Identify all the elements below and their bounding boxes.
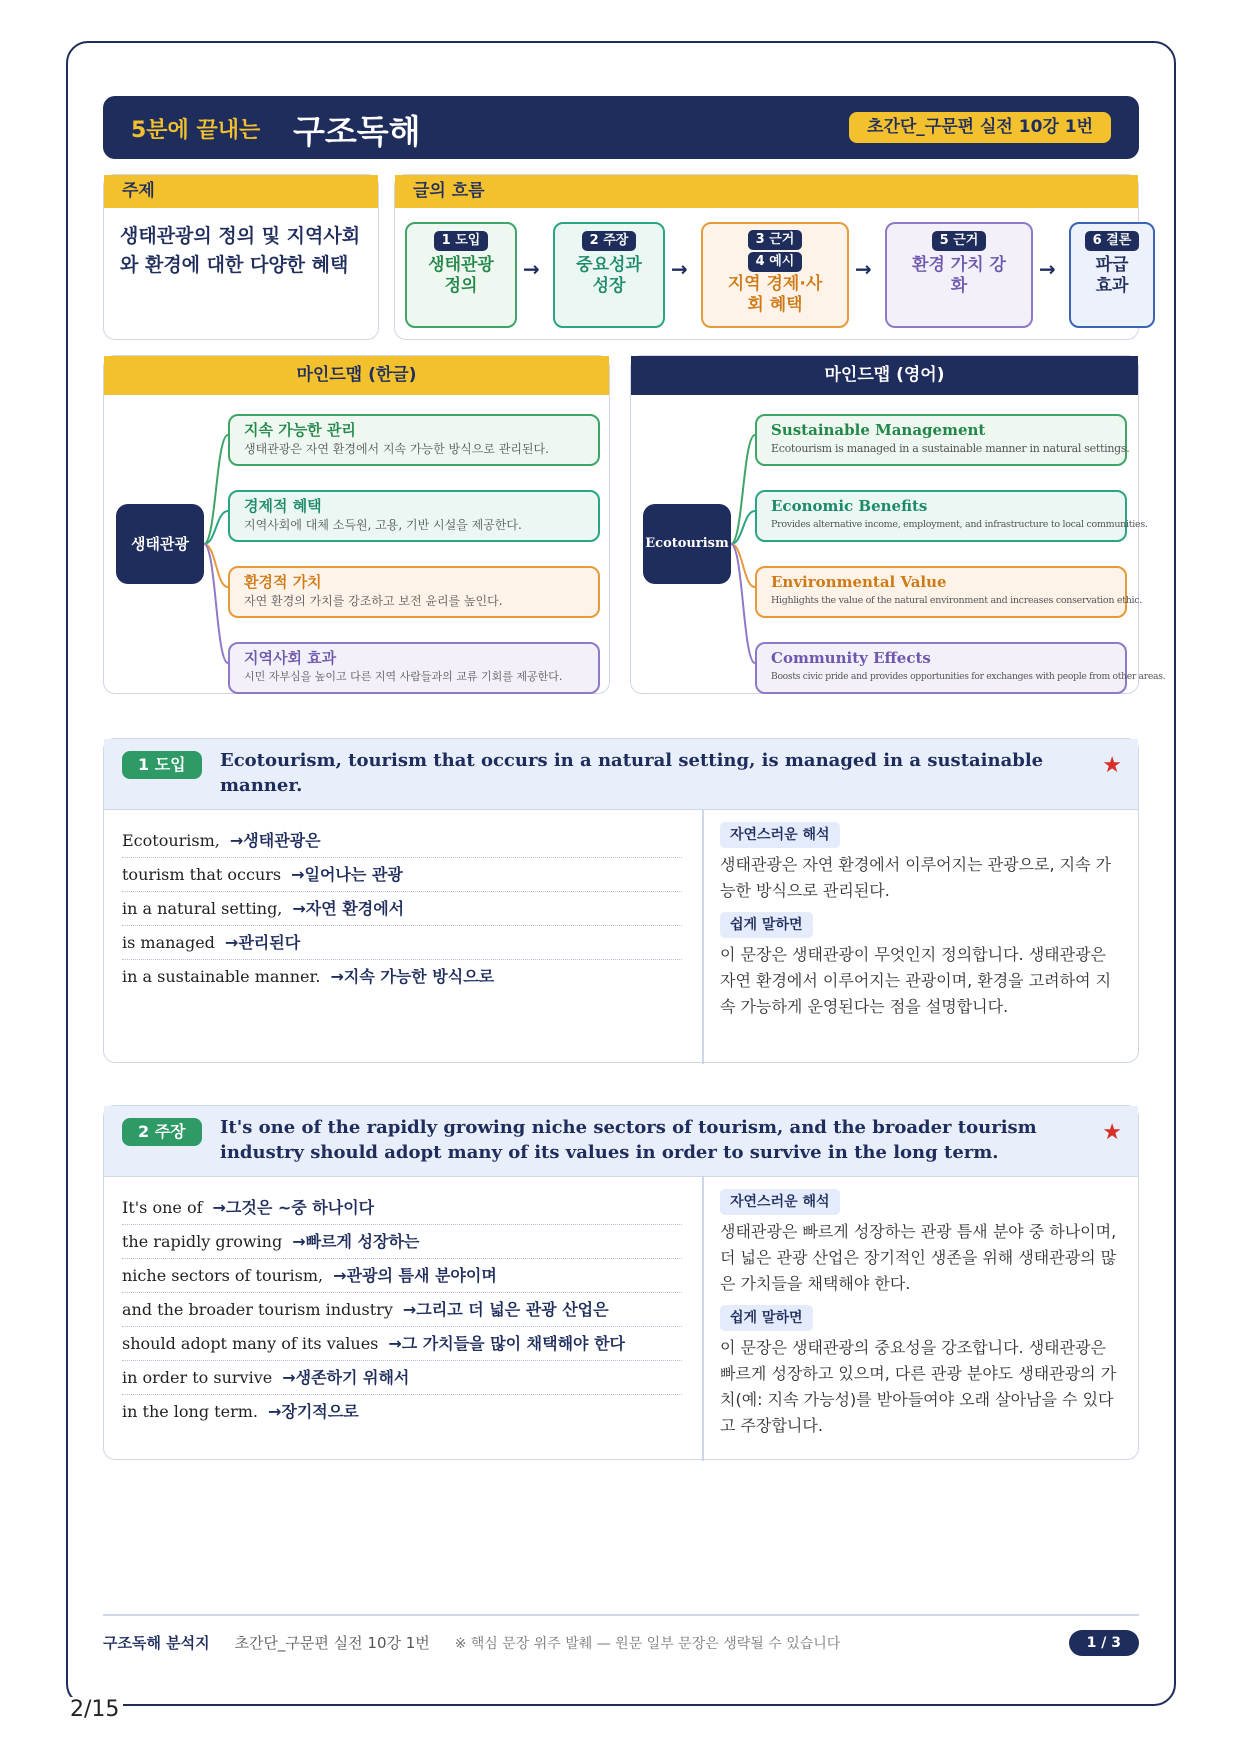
flow-arrow: → xyxy=(855,257,872,281)
flow-step-text: 환경 가치 강화 xyxy=(912,255,1006,296)
sentence-header xyxy=(104,739,1138,810)
mindmap-en-card xyxy=(630,355,1166,694)
flow-step-tag: 2 주장 xyxy=(582,231,637,251)
page-header xyxy=(103,96,1139,159)
mindmap-en-label: 마인드맵 (영어) xyxy=(631,356,1138,395)
page-indicator: 1 / 3 xyxy=(1069,1630,1139,1656)
chunk-ko: →빠르게 성장하는 xyxy=(292,1232,420,1251)
flow-step-tag: 1 도입 xyxy=(434,231,489,251)
topic-label: 주제 xyxy=(104,175,378,208)
sentence-card-1 xyxy=(103,738,1139,1063)
sentence-tag: 1 도입 xyxy=(122,751,202,779)
document-page-counter: 2/15 xyxy=(70,1697,123,1722)
node-desc: Highlights the value of the natural environment and increases conservation ethic. xyxy=(771,595,1143,606)
node-title: Environmental Value xyxy=(771,573,947,591)
natural-label: 자연스러운 해석 xyxy=(720,1189,840,1215)
star-icon: ★ xyxy=(1102,753,1122,778)
chunk-en: in the long term. xyxy=(122,1402,258,1421)
column-divider xyxy=(702,810,704,1064)
mindmap-ko-node xyxy=(228,414,600,466)
column-divider xyxy=(702,1177,704,1461)
chunk-ko: →관리된다 xyxy=(224,933,301,952)
node-desc: 지역사회에 대체 소득원, 고용, 기반 시설을 제공한다. xyxy=(244,518,522,532)
flow-arrow: → xyxy=(671,257,688,281)
header-kicker: 5분에 끝내는 xyxy=(131,118,261,143)
mindmap-ko-node xyxy=(228,642,600,694)
lesson-badge: 초간단_구문편 실전 10강 1번 xyxy=(849,112,1111,143)
flow-step-5 xyxy=(1069,222,1155,328)
flow-step-2 xyxy=(553,222,665,328)
footer-divider xyxy=(103,1614,1139,1616)
mindmap-en-node xyxy=(755,566,1143,618)
chunk-en: It's one of xyxy=(122,1198,203,1217)
chunk-row xyxy=(122,1327,682,1361)
mindmap-en-center: Ecotourism xyxy=(643,504,731,584)
chunk-row xyxy=(122,892,682,926)
flow-step-tag: 6 결론 xyxy=(1085,231,1140,251)
mindmap-en-node xyxy=(755,642,1166,694)
easy-explanation: 이 문장은 생태관광의 중요성을 강조합니다. 생태관광은 빠르게 성장하고 있으며, 다른 관광 분야도 생태관광의 가치(예: 지속 가능성)를 받아들여야 오래 살아남을 수 있다고 주장합니다. xyxy=(720,1338,1117,1435)
node-title: 환경적 가치 xyxy=(244,573,322,591)
chunk-ko: →장기적으로 xyxy=(267,1402,359,1421)
flow-step-text: 생태관광 정의 xyxy=(428,255,494,296)
chunk-en: niche sectors of tourism, xyxy=(122,1266,324,1285)
footer-note: ※ 핵심 문장 위주 발췌 — 원문 일부 문장은 생략될 수 있습니다 xyxy=(454,1636,841,1652)
flow-arrow: → xyxy=(523,257,540,281)
flow-step-3 xyxy=(701,222,849,328)
chunk-row xyxy=(122,1225,682,1259)
interpretation-panel xyxy=(720,1189,1124,1447)
chunk-ko: →그리고 더 넓은 관광 산업은 xyxy=(402,1300,609,1319)
flow-label: 글의 흐름 xyxy=(395,175,1138,208)
chunk-en: Ecotourism, xyxy=(122,831,220,850)
footer-brand: 구조독해 분석지 xyxy=(103,1634,210,1652)
node-title: 경제적 혜택 xyxy=(244,497,322,515)
node-desc: Provides alternative income, employment, and infrastructure to local communities. xyxy=(771,519,1148,530)
natural-translation: 생태관광은 빠르게 성장하는 관광 틈새 분야 중 하나이며, 더 넓은 관광 산업은 장기적인 생존을 위해 생태관광의 많은 가치들을 채택해야 한다. xyxy=(720,1222,1117,1293)
chunk-list xyxy=(122,824,682,994)
chunk-en: tourism that occurs xyxy=(122,865,282,884)
flow-step-tag: 3 근거 xyxy=(748,230,803,250)
flow-card xyxy=(394,174,1139,340)
node-title: 지속 가능한 관리 xyxy=(244,421,356,439)
chunk-row xyxy=(122,1293,682,1327)
chunk-ko: →지속 가능한 방식으로 xyxy=(330,967,495,986)
sentence-card-2 xyxy=(103,1105,1139,1460)
natural-translation: 생태관광은 자연 환경에서 이루어지는 관광으로, 지속 가능한 방식으로 관리된다. xyxy=(720,855,1112,900)
chunk-row xyxy=(122,1191,682,1225)
footer-course: 초간단_구문편 실전 10강 1번 xyxy=(234,1634,430,1652)
chunk-list xyxy=(122,1191,682,1429)
flow-step-1 xyxy=(405,222,517,328)
node-desc: 생태관광은 자연 환경에서 지속 가능한 방식으로 관리된다. xyxy=(244,442,549,456)
node-title: Sustainable Management xyxy=(771,421,986,439)
mindmap-ko-label: 마인드맵 (한글) xyxy=(104,356,609,395)
mindmap-en-node xyxy=(755,414,1130,466)
natural-label: 자연스러운 해석 xyxy=(720,822,840,848)
chunk-ko: →자연 환경에서 xyxy=(292,899,405,918)
flow-step-text: 중요성과 성장 xyxy=(576,255,642,296)
chunk-en: in a sustainable manner. xyxy=(122,967,321,986)
flow-arrow: → xyxy=(1039,257,1056,281)
chunk-en: in order to survive xyxy=(122,1368,273,1387)
easy-explanation: 이 문장은 생태관광이 무엇인지 정의합니다. 생태관광은 자연 환경에서 이루어지는 관광이며, 환경을 고려하여 지속 가능하게 운영된다는 점을 설명합니다. xyxy=(720,945,1112,1016)
flow-step-tag: 4 예시 xyxy=(748,252,803,272)
node-desc: 자연 환경의 가치를 강조하고 보전 윤리를 높인다. xyxy=(244,594,503,608)
star-icon: ★ xyxy=(1102,1120,1122,1145)
sentence-tag: 2 주장 xyxy=(122,1118,202,1146)
interpretation-panel xyxy=(720,822,1124,1028)
chunk-row xyxy=(122,1395,682,1429)
page-footer xyxy=(103,1628,1139,1658)
chunk-row xyxy=(122,960,682,994)
mindmap-ko-node xyxy=(228,566,600,618)
chunk-en: and the broader tourism industry xyxy=(122,1300,393,1319)
chunk-ko: →관광의 틈새 분야이며 xyxy=(333,1266,497,1285)
page-title: 구조독해 xyxy=(293,112,421,151)
sentence-text: It's one of the rapidly growing niche sectors of tourism, and the broader tourism industry should adopt many of its values in order to survive in the long term. xyxy=(220,1117,1037,1163)
sentence-header xyxy=(104,1106,1138,1177)
topic-card xyxy=(103,174,379,340)
chunk-row xyxy=(122,824,682,858)
node-title: 지역사회 효과 xyxy=(244,649,337,667)
chunk-ko: →그 가치들을 많이 채택해야 한다 xyxy=(388,1334,625,1353)
node-desc: 시민 자부심을 높이고 다른 지역 사람들과의 교류 기회를 제공한다. xyxy=(244,670,563,683)
flow-step-4 xyxy=(885,222,1033,328)
chunk-row xyxy=(122,926,682,960)
mindmap-ko-node xyxy=(228,490,600,542)
chunk-en: the rapidly growing xyxy=(122,1232,283,1251)
chunk-en: is managed xyxy=(122,933,215,952)
node-desc: Ecotourism is managed in a sustainable manner in natural settings. xyxy=(771,442,1130,455)
chunk-ko: →그것은 ~중 하나이다 xyxy=(212,1198,375,1217)
chunk-ko: →생존하기 위해서 xyxy=(282,1368,410,1387)
chunk-en: should adopt many of its values xyxy=(122,1334,379,1353)
chunk-ko: →생태관광은 xyxy=(229,831,321,850)
easy-label: 쉽게 말하면 xyxy=(720,912,813,938)
flow-step-text: 지역 경제·사회 혜택 xyxy=(727,274,823,315)
chunk-row xyxy=(122,1361,682,1395)
mindmap-ko-card xyxy=(103,355,610,694)
chunk-row xyxy=(122,1259,682,1293)
topic-text: 생태관광의 정의 및 지역사회와 환경에 대한 다양한 혜택 xyxy=(120,225,361,276)
sentence-text: Ecotourism, tourism that occurs in a natural setting, is managed in a sustainable manner. xyxy=(220,750,1044,796)
flow-step-text: 파급 효과 xyxy=(1095,255,1129,296)
node-title: Community Effects xyxy=(771,649,931,667)
node-desc: Boosts civic pride and provides opportunities for exchanges with people from other areas. xyxy=(771,671,1166,682)
mindmap-en-node xyxy=(755,490,1148,542)
chunk-row xyxy=(122,858,682,892)
node-title: Economic Benefits xyxy=(771,497,928,515)
easy-label: 쉽게 말하면 xyxy=(720,1305,813,1331)
chunk-en: in a natural setting, xyxy=(122,899,283,918)
mindmap-ko-center: 생태관광 xyxy=(116,504,204,584)
chunk-ko: →일어나는 관광 xyxy=(291,865,403,884)
flow-step-tag: 5 근거 xyxy=(932,231,987,251)
